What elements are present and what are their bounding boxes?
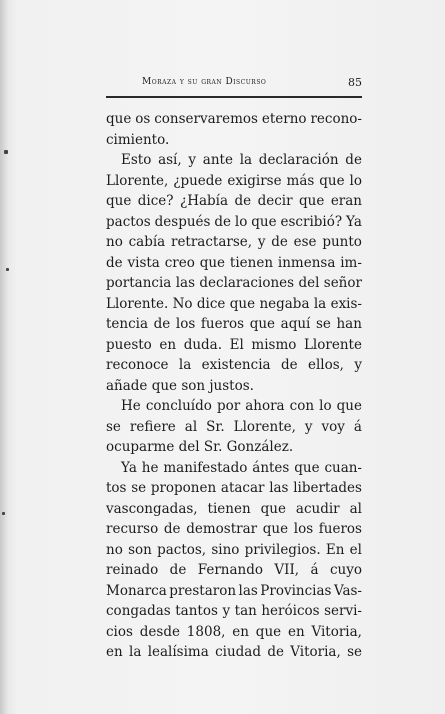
page-number: 85 [348,76,362,89]
text-line: cios desde 1808, en que en Vitoria, [106,623,362,640]
text-line: tencia de los fueros que aquí se han [106,316,362,332]
text-line: Ya he manifestado ántes que cuan- [121,459,362,476]
text-line: reconoce la existencia de ellos, y [106,357,362,373]
text-line: tos se proponen atacar las libertades [106,480,362,496]
text-line: vascongadas, tienen que acudir al [106,500,362,517]
text-line: reinado de Fernando VII, á cuyo [106,562,362,578]
text-line: de vista creo que tienen inmensa im- [106,254,362,271]
text-line: no son pactos, sino privilegios. En el [106,541,362,558]
text-line: se refiere al Sr. Llorente, y voy á [106,418,362,435]
header-rule [106,96,362,98]
text-line: que os conservaremos eterno recono- [106,111,362,127]
text-line: en la lealísima ciudad de Vitoria, se [106,644,362,660]
text-line: Esto así, y ante la declaración de [121,152,362,168]
text-line: Llorente, ¿puede exigirse más que lo [106,172,362,189]
text-line: He concluído por ahora con lo que [121,398,362,414]
gutter-shadow [0,0,8,714]
running-head: Moraza y su gran Discurso [142,77,267,87]
text-line: Llorente. No dice que negaba la exis- [106,295,362,312]
text-line: portancia las declaraciones del señor [106,275,362,291]
text-line: no cabía retractarse, y de ese punto [106,234,362,250]
margin-mark [2,512,5,515]
text-line: puesto en duda. El mismo Llorente [106,336,362,353]
text-line: congadas tantos y tan heróicos servi- [106,603,362,619]
text-line: ocuparme del Sr. González. [106,439,294,455]
page-header [106,76,362,90]
text-line: añade que son justos. [106,377,254,394]
text-line: que dice? ¿Había de decir que eran [106,193,362,209]
text-line: pactos después de lo que escribió? Ya [106,213,362,230]
body-text [106,109,362,663]
margin-mark [4,150,8,154]
text-line: cimiento. [106,131,170,148]
margin-mark [6,268,9,271]
text-line: recurso de demostrar que los fueros [106,521,362,537]
text-line: Monarca prestaron las Provincias Vas- [106,582,362,599]
